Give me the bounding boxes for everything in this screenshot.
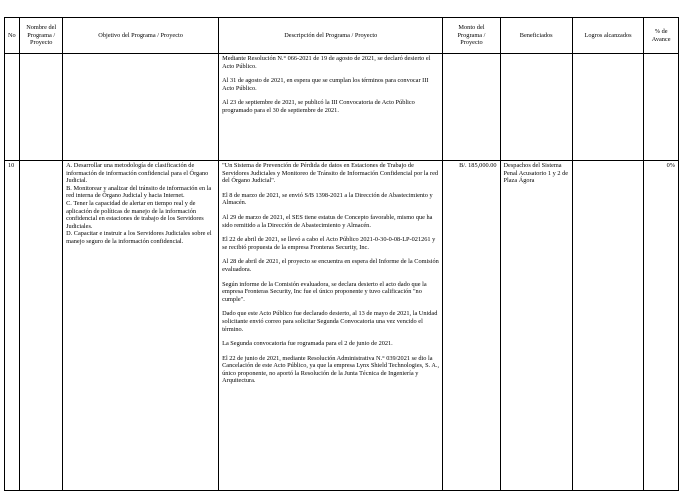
- paragraph: Dado que este Acto Público fue declarado desierto, al 13 de mayo de 2021, la Unidad solicitante envió correo para solicitar Segunda Convocatoria una vez vencido el término.: [222, 310, 438, 333]
- beneficiaries-cell: Despachos del Sistema Penal Acusatorio 1 y 2 de Plaza Ágora: [500, 161, 572, 491]
- paragraph: El 8 de marzo de 2021, se envió S/B 1398-2021 a la Dirección de Abastecimiento y Almacén.: [222, 191, 433, 207]
- paragraph: Al 23 de septiembre de 2021, se publicó la III Convocatoria de Acto Público programado para el 30 de septiembre de 2021.: [222, 99, 415, 114]
- paragraph: Al 29 de marzo de 2021, el SES tiene estatus de Concepto favorable, mismo que ha sido remitido a la Dirección de Abastecimiento y Almacén.: [222, 213, 433, 229]
- header-beneficiados: Beneficiados: [500, 18, 572, 54]
- description-cell: [219, 161, 443, 491]
- row-number: 10: [5, 161, 20, 491]
- header-nombre: Nombre del Programa / Proyecto: [20, 18, 63, 54]
- objective-item: D. Capacitar e instruir a los Servidores Judiciales sobre el manejo seguro de la información confidencial.: [66, 230, 212, 245]
- table-row: [5, 54, 679, 161]
- header-no: No: [5, 18, 20, 54]
- header-row: [5, 18, 679, 54]
- paragraph: Según informe de la Comisión evaluadora, se declara desierto el acto dado que la empresa Fronteras Security, Inc fue el único proponente y tuvo calificación "no cumple".: [222, 280, 427, 303]
- header-avance: % de Avance: [644, 18, 679, 54]
- paragraph: "Un Sistema de Prevención de Pérdida de datos en Estaciones de Trabajo de Servidores Judiciales y Monitoreo de Tránsito de Información Confidencial por la red del Órgano Judicial".: [222, 162, 439, 185]
- paragraph: Al 31 de agosto de 2021, en espera que se cumplan los términos para convocar III Acto Público.: [222, 77, 429, 92]
- paragraph: Al 28 de abril de 2021, el proyecto se encuentra en espera del Informe de la Comisión evaluadora.: [222, 258, 439, 273]
- objective-item: B. Monitorear y analizar del tránsito de información en la red interna de Órgano Judicial y hacia Internet.: [66, 184, 212, 200]
- description-cell: [219, 54, 443, 161]
- paragraph: El 22 de abril de 2021, se llevó a cabo el Acto Público 2021-0-30-0-08-LP-021261 y se recibió propuesta de la empresa Fronteras Security, Inc.: [222, 236, 436, 251]
- programs-table: [4, 17, 679, 491]
- objective-cell: [63, 161, 219, 491]
- objective-item: C. Tener la capacidad de alertar en tiempo real y de aplicación de políticas de manejo de la información confidencial en estaciones de trabajo de los Servidores Judiciales.: [66, 199, 204, 230]
- objective-item: A. Desarrollar una metodología de clasificación de información de información confidencial para el Órgano Judicial.: [66, 162, 209, 185]
- progress-cell: 0%: [644, 161, 679, 491]
- header-monto: Monto del Programa / Proyecto: [443, 18, 500, 54]
- amount-cell: B/. 185,000.00: [443, 161, 500, 491]
- header-descripcion: Descripción del Programa / Proyecto: [219, 18, 443, 54]
- header-logros: Logros alcanzados: [572, 18, 643, 54]
- table-row: [5, 161, 679, 491]
- paragraph: Mediante Resolución N.° 066-2021 de 19 de agosto de 2021, se declaró desierto el Acto Público.: [222, 55, 431, 70]
- paragraph: La Segunda convocatoria fue rogramada para el 2 de junio de 2021.: [222, 340, 393, 348]
- achievements-cell: [572, 161, 643, 491]
- header-objetivo: Objetivo del Programa / Proyecto: [63, 18, 219, 54]
- paragraph: El 22 de junio de 2021, mediante Resolución Administrativa N.° 039/2021 se dio la Cancelación de este Acto Público, ya que la empresa Lynx Shield Technologies, S. A., único proponente, no aportó la Resolución de la Junta Técnica de Ingeniería y Arquitectura.: [222, 354, 440, 385]
